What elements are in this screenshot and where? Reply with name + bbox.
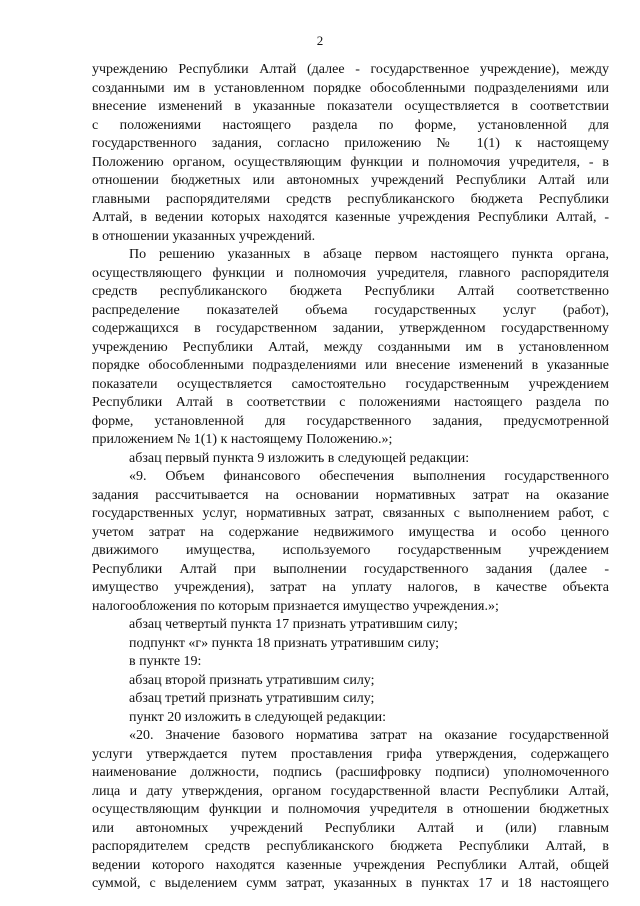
text-line: с положениями настоящего раздела по форме, установленной для (92, 117, 609, 133)
text-line: имущество учреждения), затрат на уплату налогов, в качестве объекта (92, 580, 609, 595)
paragraph (92, 616, 609, 635)
text-line: распределение показателей объема государственных услуг (работ), (92, 302, 609, 318)
text-line: внесение изменений в указанные показатели осуществляется в соответствии (92, 99, 609, 114)
paragraph (92, 672, 609, 691)
text-line: абзац второй признать утратившим силу; (129, 672, 375, 688)
text-line: абзац четвертый пункта 17 признать утратившим силу; (129, 617, 458, 632)
text-line: Республики Алтай в соответствии с положениями настоящего раздела по (92, 395, 609, 410)
text-line: абзац первый пункта 9 изложить в следующей редакции: (129, 450, 470, 466)
page-number: 2 (316, 33, 324, 48)
text-line: или автономных учреждений Республики Алтай и (или) главным (92, 820, 609, 836)
text-line: пункт 20 изложить в следующей редакции: (129, 709, 386, 725)
text-line: наименование должности, подпись (расшифровку подписи) уполномоченного (92, 765, 609, 780)
text-line: Алтай, в ведении которых находятся казенные учреждения Республики Алтай, - (92, 210, 609, 225)
text-line: осуществляющего функции и полномочия учредителя, главного распорядителя (92, 265, 609, 281)
text-line: учреждению Республики Алтай (далее - государственное учреждение), между (92, 62, 609, 77)
text-line: средств республиканского бюджета Республики Алтай соответственно (92, 284, 609, 299)
text-line: приложением № 1(1) к настоящему Положению.»; (92, 432, 393, 447)
text-line: Республики Алтай при выполнении государственного задания (далее - (92, 561, 609, 577)
paragraph (92, 246, 609, 450)
text-line: осуществляющим функции и полномочия учредителя в отношении бюджетных (92, 802, 609, 817)
text-line: в пункте 19: (129, 654, 202, 669)
text-line: ведении которого находятся казенные учреждения Республики Алтай, общей (92, 857, 609, 873)
paragraph (92, 635, 609, 654)
text-line: форме, установленной для государственного задания, предусмотренной (92, 413, 609, 429)
text-line: учреждению Республики Алтай, между созданными им в установленном (92, 339, 609, 355)
text-line: государственного задания, согласно приложению № 1(1) к настоящему (92, 136, 609, 151)
text-line: содержащихся в государственном задании, утвержденном государственному (92, 321, 609, 336)
text-line: «20. Значение базового норматива затрат на оказание государственной (129, 728, 609, 743)
paragraph (92, 690, 609, 709)
text-line: в отношении указанных учреждений. (92, 228, 316, 244)
paragraph (92, 61, 609, 246)
text-line: задания рассчитывается на основании нормативных затрат на оказание (92, 487, 609, 503)
text-line: распорядителем средств республиканского бюджета Республики Алтай, в (92, 839, 609, 854)
text-line: абзац третий признать утратившим силу; (129, 691, 375, 706)
text-line: учетом затрат на содержание недвижимого имущества и особо ценного (92, 524, 609, 540)
paragraph (92, 727, 609, 894)
text-line: отношении бюджетных или автономных учреждений Республики Алтай или (92, 173, 609, 188)
text-line: государственных услуг, нормативных затрат, связанных с выполнением работ, с (92, 506, 609, 521)
text-line: порядке обособленными подразделениями или внесение изменений в указанные (92, 358, 609, 373)
paragraph (92, 709, 609, 728)
text-line: По решению указанных в абзаце первом настоящего пункта органа, (129, 247, 609, 262)
text-line: Положению органом, осуществляющим функции и полномочия учредителя, - в (92, 154, 609, 170)
text-line: налогообложения по которым признается имущество учреждения.»; (92, 598, 499, 614)
text-line: подпункт «г» пункта 18 признать утратившим силу; (129, 635, 440, 651)
text-line: созданными им в установленном порядке обособленными подразделениями или (92, 80, 609, 96)
text-line: показатели осуществляется самостоятельно государственным учреждением (92, 376, 609, 392)
document-body (92, 61, 609, 894)
paragraph (92, 450, 609, 469)
text-line: суммой, с выделением сумм затрат, указанных в пунктах 17 и 18 настоящего (92, 876, 609, 891)
text-line: «9. Объем финансового обеспечения выполнения государственного (129, 469, 609, 484)
text-line: главными распорядителями средств республиканского бюджета Республики (92, 191, 609, 207)
paragraph (92, 653, 609, 672)
text-line: лица и дату утверждения, органом государственной власти Республики Алтай, (92, 783, 609, 799)
text-line: услуги утверждается путем проставления грифа утверждения, содержащего (92, 746, 609, 762)
text-line: движимого имущества, используемого государственным учреждением (92, 543, 609, 558)
paragraph (92, 468, 609, 616)
